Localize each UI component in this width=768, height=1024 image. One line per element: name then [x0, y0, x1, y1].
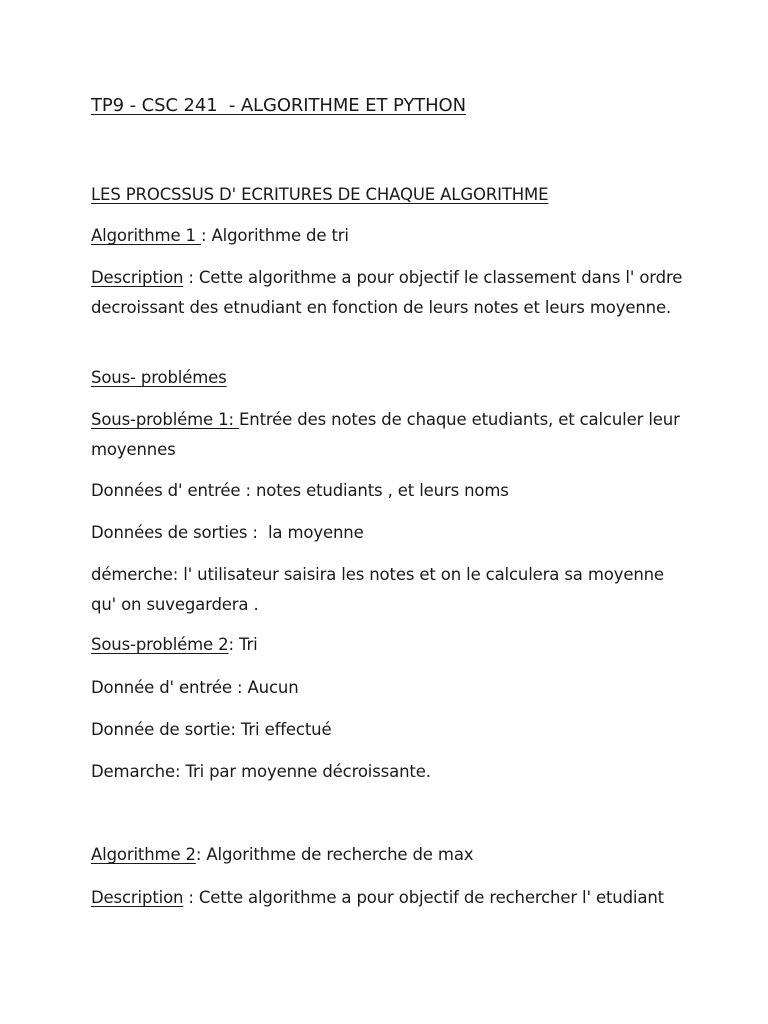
- algo1-description-text: : Cette algorithme a pour objectif le classement dans l' ordre decroissant des etnudiant en fonction de leurs notes et leurs moyenne.: [91, 268, 683, 317]
- subproblem-1-approach: démerche: l' utilisateur saisira les notes et on le calculera sa moyenne qu' on suvegardera .: [91, 565, 664, 614]
- subproblems-heading: Sous- problémes: [91, 368, 227, 387]
- subproblem-2-approach: Demarche: Tri par moyenne décroissante.: [91, 762, 431, 781]
- algo1-line: [91, 221, 691, 251]
- subproblems-heading-block: [91, 363, 691, 393]
- algo2-description: [91, 883, 691, 913]
- subproblem-1: [91, 405, 691, 464]
- algo2-line: [91, 840, 691, 870]
- section-heading: LES PROCSSUS D' ECRITURES DE CHAQUE ALGORITHME: [91, 185, 549, 204]
- subproblem-2-text: : Tri: [228, 635, 258, 654]
- subproblem-2: [91, 630, 691, 660]
- document-title: TP9 - CSC 241 - ALGORITHME ET PYTHON: [91, 95, 466, 116]
- algo1-description: [91, 263, 691, 322]
- algo2-description-label: Description: [91, 888, 184, 907]
- section-heading-block: [91, 180, 691, 210]
- subproblem-1-label: Sous-probléme 1:: [91, 410, 239, 429]
- subproblem-1-text: Entrée des notes de chaque etudiants, et calculer leur moyennes: [91, 410, 680, 459]
- subproblem-1-input: Données d' entrée : notes etudiants , et leurs noms: [91, 481, 509, 500]
- subproblem-2-label: Sous-probléme 2: [91, 635, 229, 654]
- algo2-label: Algorithme 2: [91, 845, 196, 864]
- algo1-text: : Algorithme de tri: [201, 226, 349, 245]
- subproblem-2-output: Donnée de sortie: Tri effectué: [91, 720, 332, 739]
- algo2-text: : Algorithme de recherche de max: [195, 845, 474, 864]
- algo2-description-text: : Cette algorithme a pour objectif de rechercher l' etudiant: [183, 888, 664, 907]
- algo1-label: Algorithme 1: [91, 226, 201, 245]
- subproblem-2-input: Donnée d' entrée : Aucun: [91, 678, 299, 697]
- subproblem-1-output: Données de sorties : la moyenne: [91, 523, 364, 542]
- algo1-description-label: Description: [91, 268, 184, 287]
